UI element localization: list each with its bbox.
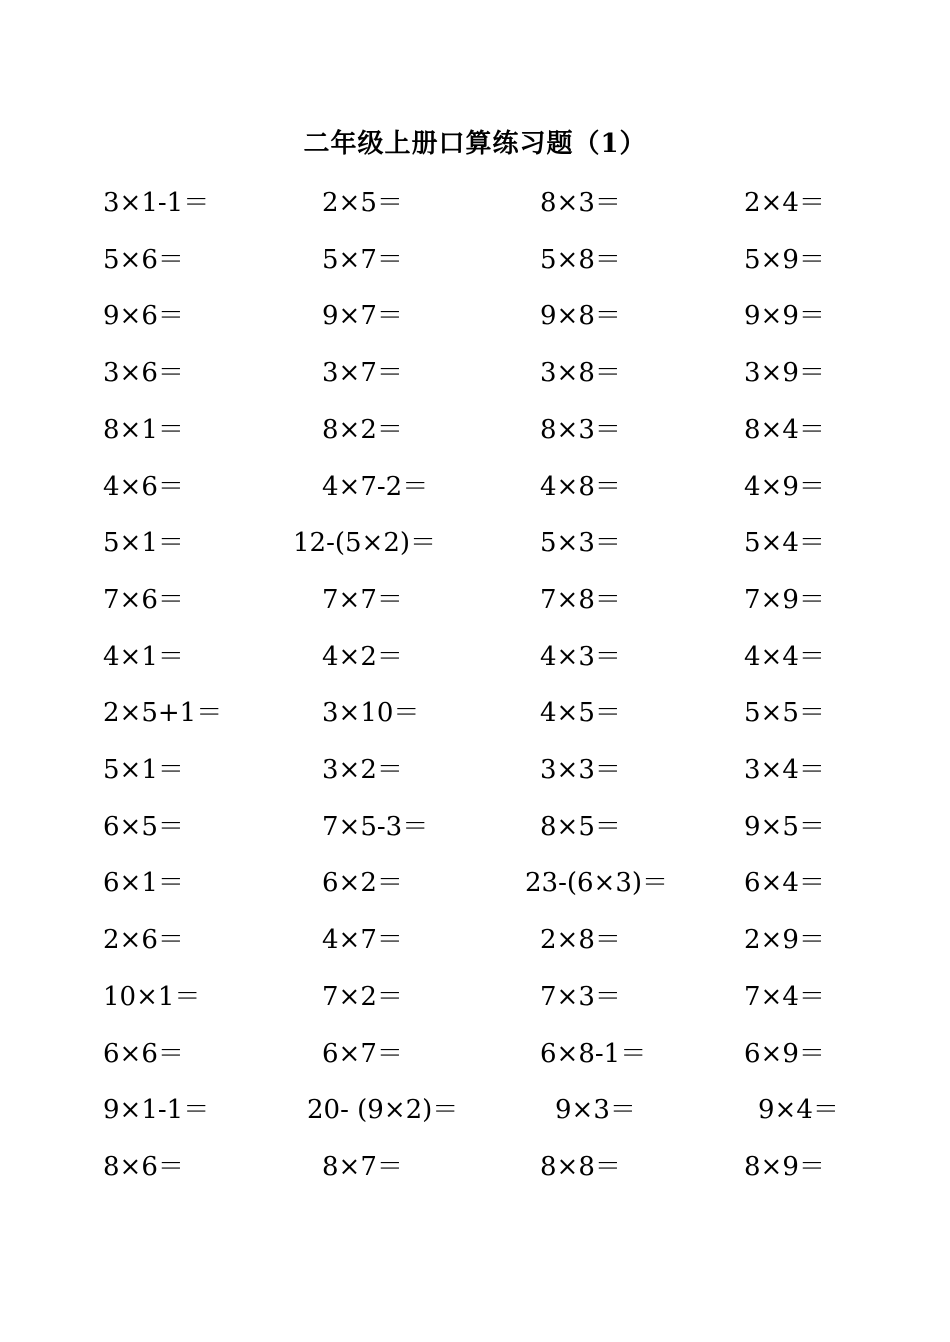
problem-item: 2×9＝: [744, 925, 825, 956]
problem-item: 7×2＝: [322, 981, 403, 1012]
problem-row: [0, 1090, 950, 1130]
problem-item: 10×1＝: [103, 981, 201, 1012]
problem-row: [0, 1147, 950, 1187]
problem-item: 4×1＝: [103, 641, 184, 672]
problem-row: [0, 920, 950, 960]
problem-row: [0, 1034, 950, 1074]
problem-row: [0, 296, 950, 336]
problem-item: 9×5＝: [744, 811, 825, 842]
problem-item: 4×4＝: [744, 641, 825, 672]
problem-item: 9×6＝: [103, 301, 184, 332]
problem-item: 5×7＝: [322, 244, 403, 275]
problem-row: [0, 750, 950, 790]
problem-item: 4×5＝: [540, 698, 621, 729]
problem-row: [0, 863, 950, 903]
problem-item: 7×4＝: [744, 981, 825, 1012]
problem-item: 4×8＝: [540, 471, 621, 502]
problem-item: 4×6＝: [103, 471, 184, 502]
problem-item: 8×5＝: [540, 811, 621, 842]
problem-item: 6×2＝: [322, 868, 403, 899]
problem-item: 6×8-1＝: [540, 1038, 647, 1069]
problem-item: 4×7-2＝: [322, 471, 429, 502]
problem-item: 3×9＝: [744, 358, 825, 389]
problem-item: 4×2＝: [322, 641, 403, 672]
problem-item: 8×8＝: [540, 1151, 621, 1182]
problem-item: 7×6＝: [103, 584, 184, 615]
problem-item: 8×3＝: [540, 414, 621, 445]
problem-row: [0, 977, 950, 1017]
problem-item: 6×9＝: [744, 1038, 825, 1069]
problem-item: 8×1＝: [103, 414, 184, 445]
problem-item: 8×2＝: [322, 414, 403, 445]
problem-item: 2×5+1＝: [103, 698, 223, 729]
problem-item: 8×6＝: [103, 1151, 184, 1182]
problem-item: 7×5-3＝: [322, 811, 429, 842]
problem-row: [0, 240, 950, 280]
problem-item: 2×8＝: [540, 925, 621, 956]
problem-item: 5×8＝: [540, 244, 621, 275]
problem-item: 3×3＝: [540, 755, 621, 785]
problem-item: 5×1＝: [103, 528, 184, 559]
problem-item: 6×4＝: [744, 868, 825, 899]
problem-item: 3×7＝: [322, 358, 403, 389]
worksheet-title: 二年级上册口算练习题（1）: [303, 129, 647, 159]
problem-item: 4×7＝: [322, 925, 403, 956]
problem-row: [0, 410, 950, 450]
problem-item: 6×1＝: [103, 868, 184, 899]
problem-item: 5×3＝: [540, 528, 621, 559]
problem-item: 8×9＝: [744, 1151, 825, 1182]
problem-item: 6×5＝: [103, 811, 184, 842]
problem-item: 5×5＝: [744, 698, 825, 729]
problem-row: [0, 580, 950, 620]
problem-row: [0, 693, 950, 733]
problem-item: 8×4＝: [744, 414, 825, 445]
problem-item: 9×1-1＝: [103, 1095, 210, 1126]
problem-item: 4×3＝: [540, 641, 621, 672]
problem-row: [0, 183, 950, 223]
problem-item: 9×3＝: [555, 1095, 636, 1126]
problem-row: [0, 353, 950, 393]
problem-item: 8×7＝: [322, 1151, 403, 1182]
problem-item: 3×2＝: [322, 755, 403, 785]
problem-item: 9×4＝: [758, 1095, 839, 1126]
problem-item: 7×8＝: [540, 584, 621, 615]
problem-item: 5×4＝: [744, 528, 825, 559]
problem-item: 3×4＝: [744, 755, 825, 785]
problem-item: 3×6＝: [103, 358, 184, 389]
problem-row: [0, 467, 950, 507]
problem-item: 6×7＝: [322, 1038, 403, 1069]
problem-item: 23-(6×3)＝: [525, 868, 669, 899]
problem-item: 5×1＝: [103, 755, 184, 785]
problem-item: 5×9＝: [744, 244, 825, 275]
problem-item: 2×4＝: [744, 188, 825, 218]
problem-item: 9×8＝: [540, 301, 621, 332]
problem-row: [0, 637, 950, 677]
problem-item: 12-(5×2)＝: [293, 528, 437, 559]
problem-item: 7×3＝: [540, 981, 621, 1012]
problem-item: 9×9＝: [744, 301, 825, 332]
problem-item: 20- (9×2)＝: [307, 1095, 459, 1126]
problem-item: 4×9＝: [744, 471, 825, 502]
problem-item: 9×7＝: [322, 301, 403, 332]
problem-item: 8×3＝: [540, 188, 621, 218]
problem-item: 2×6＝: [103, 925, 184, 956]
problem-item: 5×6＝: [103, 244, 184, 275]
problem-item: 7×9＝: [744, 584, 825, 615]
problem-item: 6×6＝: [103, 1038, 184, 1069]
problem-item: 7×7＝: [322, 584, 403, 615]
problem-row: [0, 807, 950, 847]
problem-item: 3×10＝: [322, 698, 420, 729]
problem-row: [0, 523, 950, 563]
problem-item: 3×8＝: [540, 358, 621, 389]
problem-item: 2×5＝: [322, 188, 403, 218]
problem-item: 3×1-1＝: [103, 188, 210, 218]
